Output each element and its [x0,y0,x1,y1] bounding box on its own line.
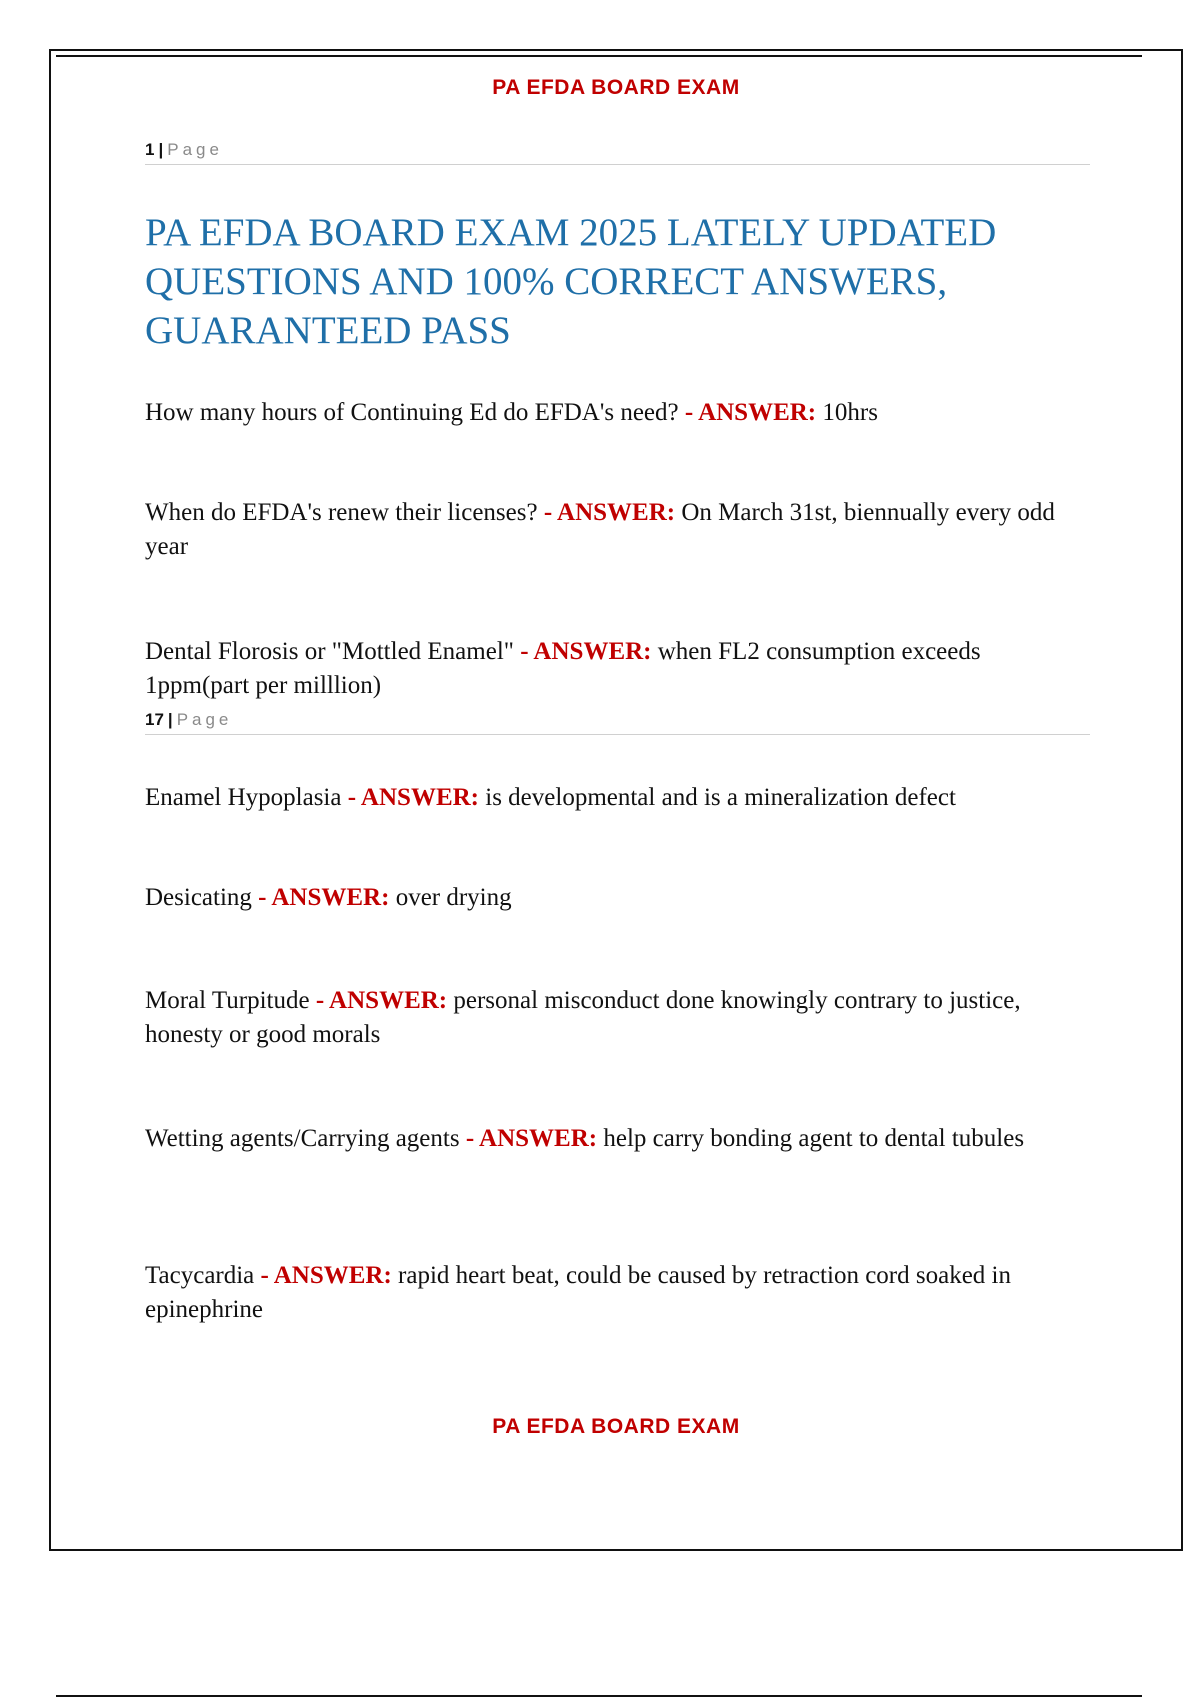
answer-label: - ANSWER: [258,884,390,911]
qa-item [145,396,1075,430]
answer-label: - ANSWER: [520,638,652,665]
bottom-rule [56,1695,1142,1697]
answer-label: - ANSWER: [315,987,448,1014]
qa-item [145,781,1075,815]
answer-label: - ANSWER: [465,1125,598,1152]
question-text: Desicating [145,884,252,911]
page-word: Page [176,710,233,729]
qa-item [145,635,1075,703]
answer-label: - ANSWER: [543,499,676,526]
answer-text: 10hrs [822,399,878,426]
answer-label: - ANSWER: [347,784,479,811]
answer-text: over drying [395,884,512,911]
answer-text: is developmental and is a mineralization defect [485,784,956,811]
footer-title: PA EFDA BOARD EXAM [492,1415,740,1438]
answer-text: rapid heart beat, could be caused by retraction cord soaked in epinephrine [145,1262,1011,1323]
answer-label: - ANSWER: [684,399,817,426]
page-marker-1 [145,140,1090,165]
header-title: PA EFDA BOARD EXAM [492,76,740,99]
qa-item [145,496,1075,564]
document-title: PA EFDA BOARD EXAM 2025 LATELY UPDATED QUESTIONS AND 100% CORRECT ANSWERS, GUARANTEED PASS [145,211,997,352]
answer-text: On March 31st, biennually every odd year [145,499,1055,560]
question-text: Tacycardia [145,1262,255,1289]
page-number: 17 [145,710,164,729]
question-text: Moral Turpitude [145,987,310,1014]
qa-item [145,881,1075,915]
page-separator: | [167,710,173,729]
qa-item [145,1122,1075,1156]
page-word: Page [167,140,223,159]
page-marker-17 [145,710,1090,735]
answer-label: - ANSWER: [260,1262,392,1289]
qa-item [145,1259,1075,1327]
question-text: Enamel Hypoplasia [145,784,342,811]
answer-text: when FL2 consumption exceeds 1ppm(part per milllion) [145,638,981,699]
answer-text: help carry bonding agent to dental tubules [603,1125,1025,1152]
question-text: When do EFDA's renew their licenses? [145,499,538,526]
qa-item [145,984,1075,1052]
question-text: Wetting agents/Carrying agents [145,1125,460,1152]
page-number: 1 [145,140,155,159]
question-text: Dental Florosis or "Mottled Enamel" [145,638,514,665]
page-separator: | [158,140,164,159]
top-rule [56,55,1142,57]
question-text: How many hours of Continuing Ed do EFDA's need? [145,399,679,426]
answer-text: personal misconduct done knowingly contrary to justice, honesty or good morals [145,987,1021,1048]
